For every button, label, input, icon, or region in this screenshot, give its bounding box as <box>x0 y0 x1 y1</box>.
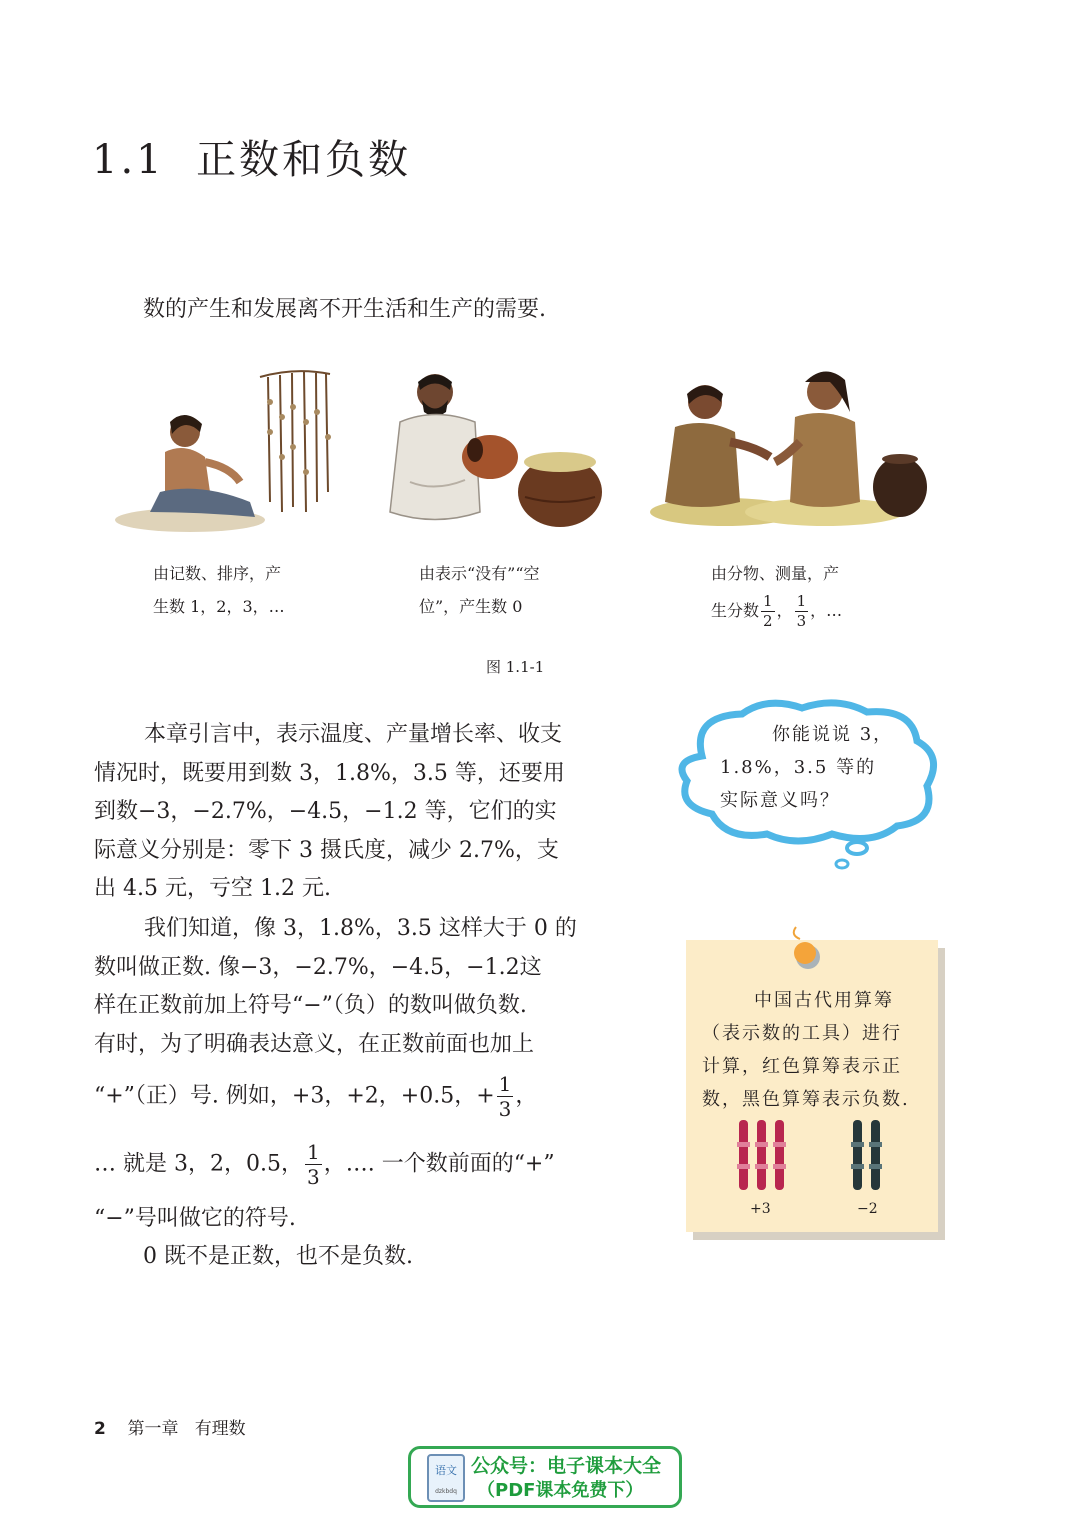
intro-text: 数的产生和发展离不开生活和生产的需要. <box>143 297 546 322</box>
paragraph-2-line-6: … 就是 3，2，0.5， $\frac{1}{3}$ ，…. 一个数前面的“+” <box>94 1140 555 1189</box>
book-icon: 语文 dzkbdq <box>427 1454 465 1502</box>
illustration-counting-person <box>110 362 340 537</box>
chapter-number: 第一章 <box>127 1419 179 1439</box>
counting-rods <box>735 1118 895 1192</box>
cloud-text: 你能说说 3， 1.8%，3.5 等的 实际意义吗？ <box>720 724 894 811</box>
page-number: 2 <box>94 1419 106 1439</box>
fraction: $\frac{1}{2}$ <box>763 592 773 630</box>
black-rods <box>853 1120 880 1190</box>
note-text: 中国古代用算筹 （表示数的工具）进行 计算，红色算筹表示正 数，黑色算筹表示负数. <box>702 990 910 1110</box>
fraction: $\frac{1}{3}$ <box>498 1072 512 1121</box>
section-number: 1.1 <box>92 137 165 183</box>
paragraph-2-line-5: “+”（正）号. 例如，+3，+2，+0.5，+ $\frac{1}{3}$ ， <box>94 1072 538 1121</box>
fraction: $\frac{1}{3}$ <box>796 592 807 630</box>
red-rods <box>739 1120 784 1190</box>
caption-2: 由表示“没有”“空 位”，产生数 0 <box>419 564 540 616</box>
paragraph-2-line-7: “−”号叫做它的符号. <box>94 1206 296 1231</box>
section-heading: 正数和负数 <box>196 137 412 183</box>
chapter-title: 有理数 <box>194 1419 246 1439</box>
illustration-empty-jar-person <box>380 362 610 537</box>
badge-line-2: （PDF课本免费下） <box>477 1480 644 1501</box>
section-title <box>92 128 411 185</box>
illustration-dividing-people <box>645 362 930 537</box>
rod-label-positive: +3 <box>750 1201 771 1217</box>
rod-label-negative: −2 <box>857 1201 878 1217</box>
watermark-badge <box>408 1446 682 1508</box>
paragraph-1: 本章引言中，表示温度、产量增长率、收支 情况时，既要用到数 3，1.8%，3.5 等，还要用 到数−3，−2.7%，−4.5，−1.2 等，它们的实 际意义分别是：零下 3 摄氏度，减少 2.7%，支 出 4.5 元，亏空 1.2 元. <box>94 722 565 902</box>
paragraph-2: 我们知道，像 3，1.8%，3.5 这样大于 0 的 数叫做正数. 像−3，−2.7%，−4.5，−1.2这 样在正数前加上符号“−”（负）的数叫做负数. 有时，为了明确表达意义，在正数前面也加上 <box>94 916 577 1057</box>
badge-line-1: 公众号：电子课本大全 <box>471 1455 662 1477</box>
figure-label: 图 1.1-1 <box>486 658 545 676</box>
paragraph-3: 0 既不是正数，也不是负数. <box>143 1244 413 1269</box>
pin-icon <box>786 925 826 975</box>
fraction: $\frac{1}{3}$ <box>306 1140 320 1189</box>
caption-3: 由分物、测量，产 生分数 $\frac{1}{2}$ ， $\frac{1}{3}$ ，… <box>711 564 843 630</box>
page-footer <box>94 1414 246 1439</box>
caption-1: 由记数、排序，产 生数 1，2，3，… <box>153 564 285 616</box>
